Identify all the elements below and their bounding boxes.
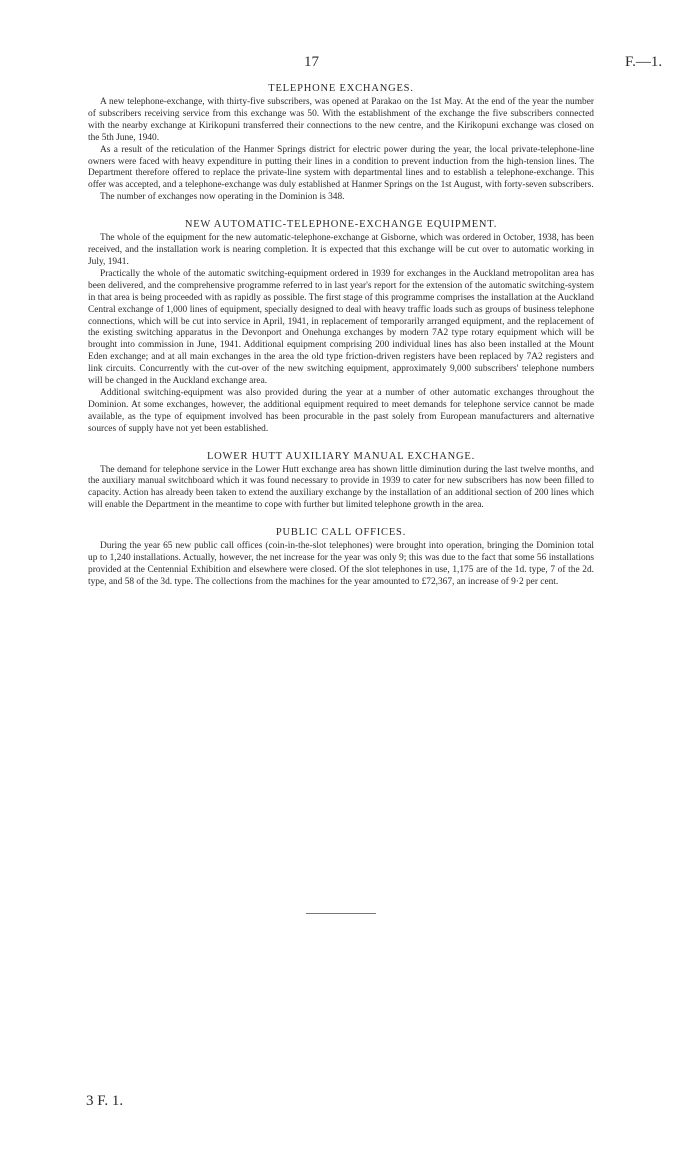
- paragraph: As a result of the reticulation of the Hanmer Springs district for electric power during the year, the local private-telephone-line owners were faced with heavy expenditure in putting their lines in a condition to prevent induction from the high-tension lines. The Department therefore offered to replace the private-line system with departmental lines and to establish a telephone-exchange. This offer was accepted, and a telephone-exchange was duly established at Hanmer Springs on the 1st August, with forty-seven subscribers.: [88, 144, 594, 191]
- section-heading: NEW AUTOMATIC-TELEPHONE-EXCHANGE EQUIPMENT.: [184, 219, 498, 231]
- section-telephone-exchanges: [88, 83, 594, 204]
- section-lower-hutt-exchange: [88, 451, 594, 513]
- section-heading: LOWER HUTT AUXILIARY MANUAL EXCHANGE.: [206, 450, 476, 462]
- document-reference: F.—1.: [625, 54, 663, 70]
- document-body: [88, 83, 594, 589]
- section-heading: PUBLIC CALL OFFICES.: [275, 527, 407, 539]
- page-number: 17: [304, 54, 319, 70]
- section-automatic-exchange-equipment: [88, 219, 594, 435]
- paragraph: The whole of the equipment for the new automatic-telephone-exchange at Gisborne, which was ordered in October, 1938, has been received, and the installation work is nearing completion. It is expected that this exchange will be cut over to automatic working in July, 1941.: [88, 233, 594, 267]
- paragraph: Practically the whole of the automatic switching-equipment ordered in 1939 for exchanges in the Auckland metropolitan area has been delivered, and the comprehensive programme referred to in last year's report for the extension of the automatic switching-system in that area is being proceeded with as rapidly as possible. The first stage of this programme comprises the installation at the Auckland Central exchange of 1,000 lines of equipment, specially designed to deal with heavy traffic loads such as groups of business telephone connections, which will be cut into service in April, 1941, in replacement of temporarily arranged equipment, and the replacement of the existing switching apparatus in the Devonport and Onehunga exchanges by modern 7A2 type rotary equipment which will be brought into commission in June, 1941. Additional equipment comprising 200 individual lines has also been installed at the Mount Eden exchange; and at all main exchanges in the area the old type friction-driven registers have been replaced by 7A2 registers and link circuits. Concurrently with the cut-over of the new switching equipment, approximately 9,000 subscribers' telephone numbers will be changed in the Auckland exchange area.: [88, 268, 594, 387]
- paragraph: A new telephone-exchange, with thirty-five subscribers, was opened at Parakao on the 1st May. At the end of the year the number of subscribers receiving service from this exchange was 50. With the establishment of the exchange the five subscribers connected with the nearby exchange at Kirikopuni transferred their connections to the new centre, and the Kirikopuni exchange was closed on the 5th June, 1940.: [88, 97, 594, 143]
- paragraph: During the year 65 new public call offices (coin-in-the-slot telephones) were brought into operation, bringing the Dominion total up to 1,240 installations. Actually, however, the net increase for the year was only 9; this was due to the fact that some 56 installations provided at the Centennial Exhibition and elsewhere were closed. Of the slot telephones in use, 1,175 are of the 1d. type, 7 of the 2d. type, and 58 of the 3d. type. The collections from the machines for the year amounted to £72,367, an increase of 9·2 per cent.: [88, 541, 594, 587]
- paragraph: The number of exchanges now operating in the Dominion is 348.: [100, 192, 345, 203]
- paragraph: The demand for telephone service in the Lower Hutt exchange area has shown little diminution during the last twelve months, and the auxiliary manual switchboard which it was found necessary to provide in 1939 to cater for new subscribers has now been filled to capacity. Action has already been taken to extend the auxiliary exchange by the installation of an additional section of 200 lines which will enable the Department in the meantime to cope with further but limited telephone growth in the area.: [88, 464, 594, 511]
- footer-signature: 3 F. 1.: [86, 1093, 124, 1109]
- end-rule: [306, 913, 376, 914]
- section-heading: TELEPHONE EXCHANGES.: [268, 83, 414, 94]
- section-public-call-offices: [88, 527, 594, 589]
- paragraph: Additional switching-equipment was also provided during the year at a number of other automatic exchanges throughout the Dominion. At some exchanges, however, the additional equipment required to meet demands for telephone service cannot be made available, as the type of equipment involved has been procurable in the past solely from European manufacturers and alternative sources of supply have not yet been established.: [88, 387, 594, 434]
